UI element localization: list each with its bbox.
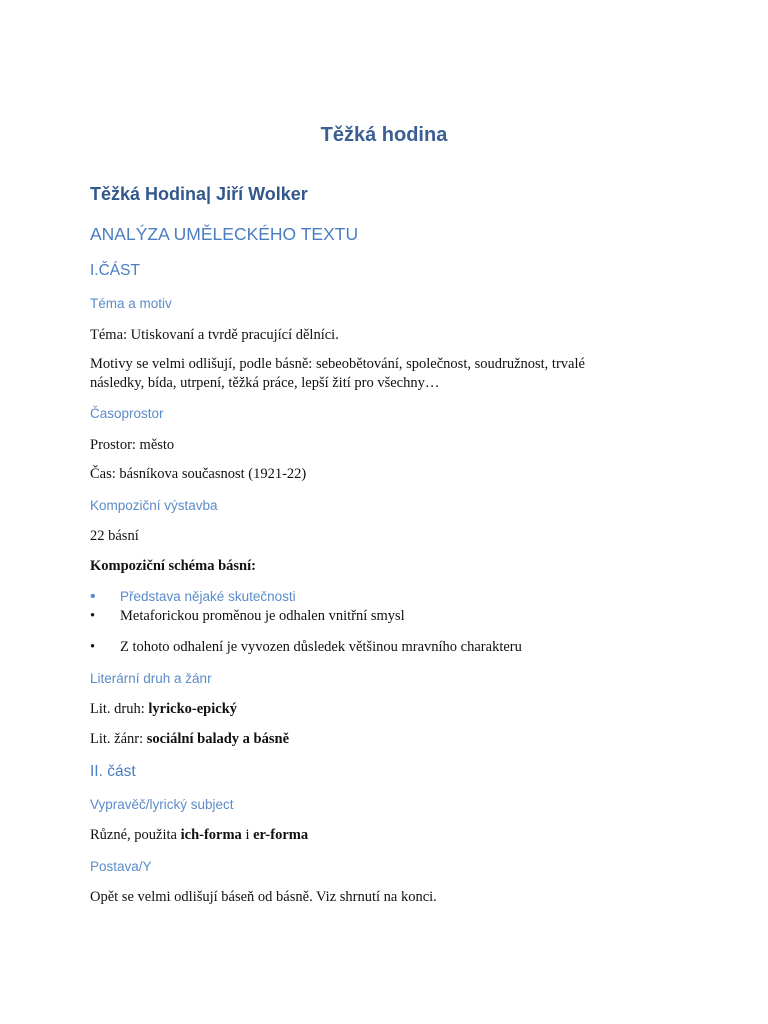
lit-druh-label: Lit. druh:: [90, 701, 149, 717]
time-paragraph: Čas: básníkova současnost (1921-22): [90, 466, 307, 482]
document-title: Těžká hodina: [320, 124, 448, 146]
main-heading: Těžká Hodina| Jiří Wolker: [90, 184, 308, 204]
narrator-paragraph: [90, 826, 308, 845]
list-item-text: Z tohoto odhalení je vyvozen důsledek většinou mravního charakteru: [120, 639, 522, 655]
bullet-icon: •: [90, 608, 96, 624]
list-item: [90, 588, 296, 606]
lit-zanr-value: sociální balady a básně: [146, 731, 289, 747]
narrator-prefix: Různé, použita: [90, 827, 181, 843]
character-heading: Postava/Y: [90, 859, 152, 874]
scheme-label: Kompoziční schéma básní:: [90, 558, 256, 574]
list-item: [90, 638, 522, 657]
bullet-icon: •: [90, 588, 96, 605]
part-one-heading: I.ČÁST: [90, 262, 140, 279]
part-two-heading: II. část: [90, 763, 136, 780]
composition-heading: Kompoziční výstavba: [90, 498, 218, 513]
space-paragraph: Prostor: město: [90, 437, 175, 453]
motifs-paragraph-line1: Motivy se velmi odlišují, podle básně: sebeobětování, společnost, soudružnost, trvalé: [90, 356, 585, 372]
lit-druh-value: lyricko-epický: [148, 701, 238, 717]
theme-heading: Téma a motiv: [90, 296, 172, 311]
theme-paragraph: Téma: Utiskovaní a tvrdě pracující dělníci.: [90, 327, 339, 343]
character-paragraph: Opět se velmi odlišují báseň od básně. Viz shrnutí na konci.: [90, 889, 437, 905]
narrator-ich-forma: ich-forma: [180, 827, 242, 843]
narrator-heading: Vypravěč/lyrický subject: [90, 797, 234, 812]
narrator-er-forma: er-forma: [253, 827, 309, 843]
narrator-connector: i: [241, 827, 254, 843]
lit-zanr-label: Lit. žánr:: [90, 731, 147, 747]
chronotope-heading: Časoprostor: [90, 406, 164, 421]
lit-druh-paragraph: [90, 700, 237, 719]
poem-count-paragraph: 22 básní: [90, 528, 139, 544]
bullet-icon: •: [90, 639, 96, 655]
list-item-text: Představa nějaké skutečnosti: [120, 589, 296, 604]
motifs-paragraph-line2: následky, bída, utrpení, těžká práce, lepší žití pro všechny…: [90, 375, 440, 391]
list-item-text: Metaforickou proměnou je odhalen vnitřní smysl: [120, 608, 405, 624]
lit-zanr-paragraph: [90, 730, 289, 749]
genre-heading: Literární druh a žánr: [90, 671, 212, 686]
section-heading: ANALÝZA UMĚLECKÉHO TEXTU: [90, 224, 359, 244]
list-item: [90, 607, 405, 626]
